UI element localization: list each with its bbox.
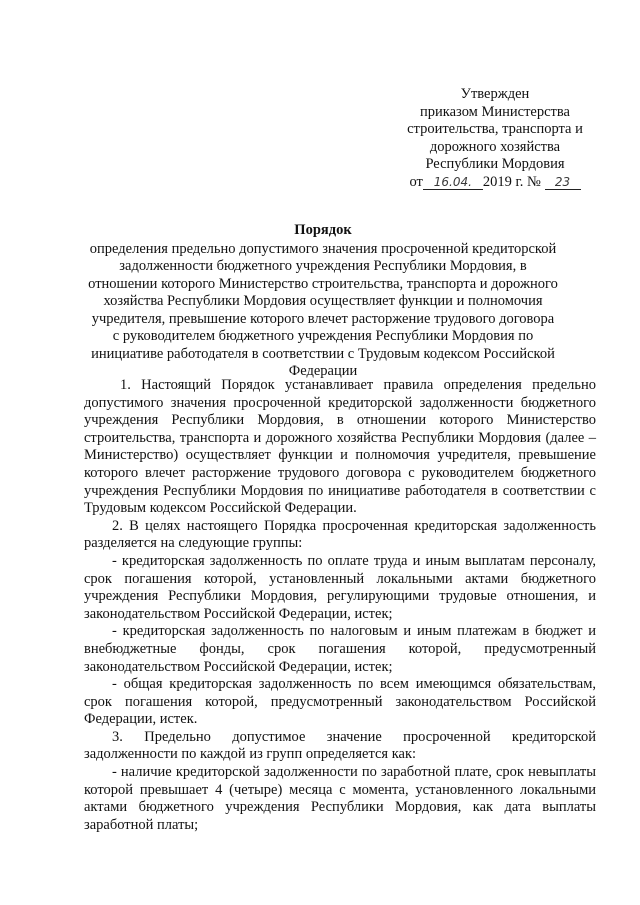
handwritten-number: 23 — [545, 175, 581, 190]
handwritten-date: 16.04. — [423, 175, 483, 190]
document-body — [84, 377, 596, 834]
date-year: 2019 г. № — [482, 173, 541, 190]
approval-line-5: Республики Мордовия — [425, 156, 565, 172]
list-item: - наличие кредиторской задолженности по заработной плате, срок невыплаты которой превышает 4 (четыре) месяца с момента, установленного локальными актами бюджетного учреждения Республики Мордовия, как дата выплаты заработной платы; — [84, 764, 596, 833]
document-title: Порядок — [294, 222, 352, 238]
document-subtitle: определения предельно допустимого значения просроченной кредиторской задолженности бюджетного учреждения Республики Мордовия, в отношении которого Министерство строительства, транспорта и дорожного хозяйства Республики Мордовия осуществляет функции и полномочия учредителя, превышение которого влечет расторжение трудового договора с руководителем бюджетного учреждения Республики Мордовия по инициативе работодателя в соответствии с Трудовым кодексом Российской Федерации — [88, 240, 558, 379]
list-item: - кредиторская задолженность по оплате труда и иным выплатам персоналу, срок погашения которой, установленный локальными актами бюджетного учреждения Республики Мордовия, регулирующими трудовые отношения, и законодательством Российской Федерации, истек; — [84, 552, 596, 622]
paragraph: 3. Предельно допустимое значение просроченной кредиторской задолженности по каждой из групп определяется как: — [84, 728, 596, 763]
paragraph: 2. В целях настоящего Порядка просроченная кредиторская задолженность разделяется на следующие группы: — [84, 517, 596, 552]
document-heading — [88, 222, 558, 381]
approval-stamp — [395, 86, 595, 191]
approval-line-2: приказом Министерства — [420, 103, 570, 120]
list-item: - общая кредиторская задолженность по всем имеющимся обязательствам, срок погашения которой, предусмотренный законодательством Российской Федерации, истек. — [84, 676, 596, 728]
approval-line-3: строительства, транспорта и — [407, 121, 583, 137]
date-prefix: от — [409, 173, 423, 190]
paragraph: 1. Настоящий Порядок устанавливает правила определения предельно допустимого значения просроченной кредиторской задолженности бюджетного учреждения Республики Мордовия, в отношении которого Министерство строительства, транспорта и дорожного хозяйства Республики Мордовия (далее – Министерство) осуществляет функции и полномочия учредителя, превышение которого влечет расторжение трудового договора с руководителем бюджетного учреждения Республики Мордовия по инициативе работодателя в соответствии с Трудовым кодексом Российской Федерации. — [84, 377, 596, 517]
approval-date-line — [395, 174, 595, 192]
approval-line-1: Утвержден — [460, 86, 530, 102]
list-item: - кредиторская задолженность по налоговым и иным платежам в бюджет и внебюджетные фонды, срок погашения которой, предусмотренный законодательством Российской Федерации, истек; — [84, 623, 596, 675]
approval-line-4: дорожного хозяйства — [429, 138, 561, 155]
